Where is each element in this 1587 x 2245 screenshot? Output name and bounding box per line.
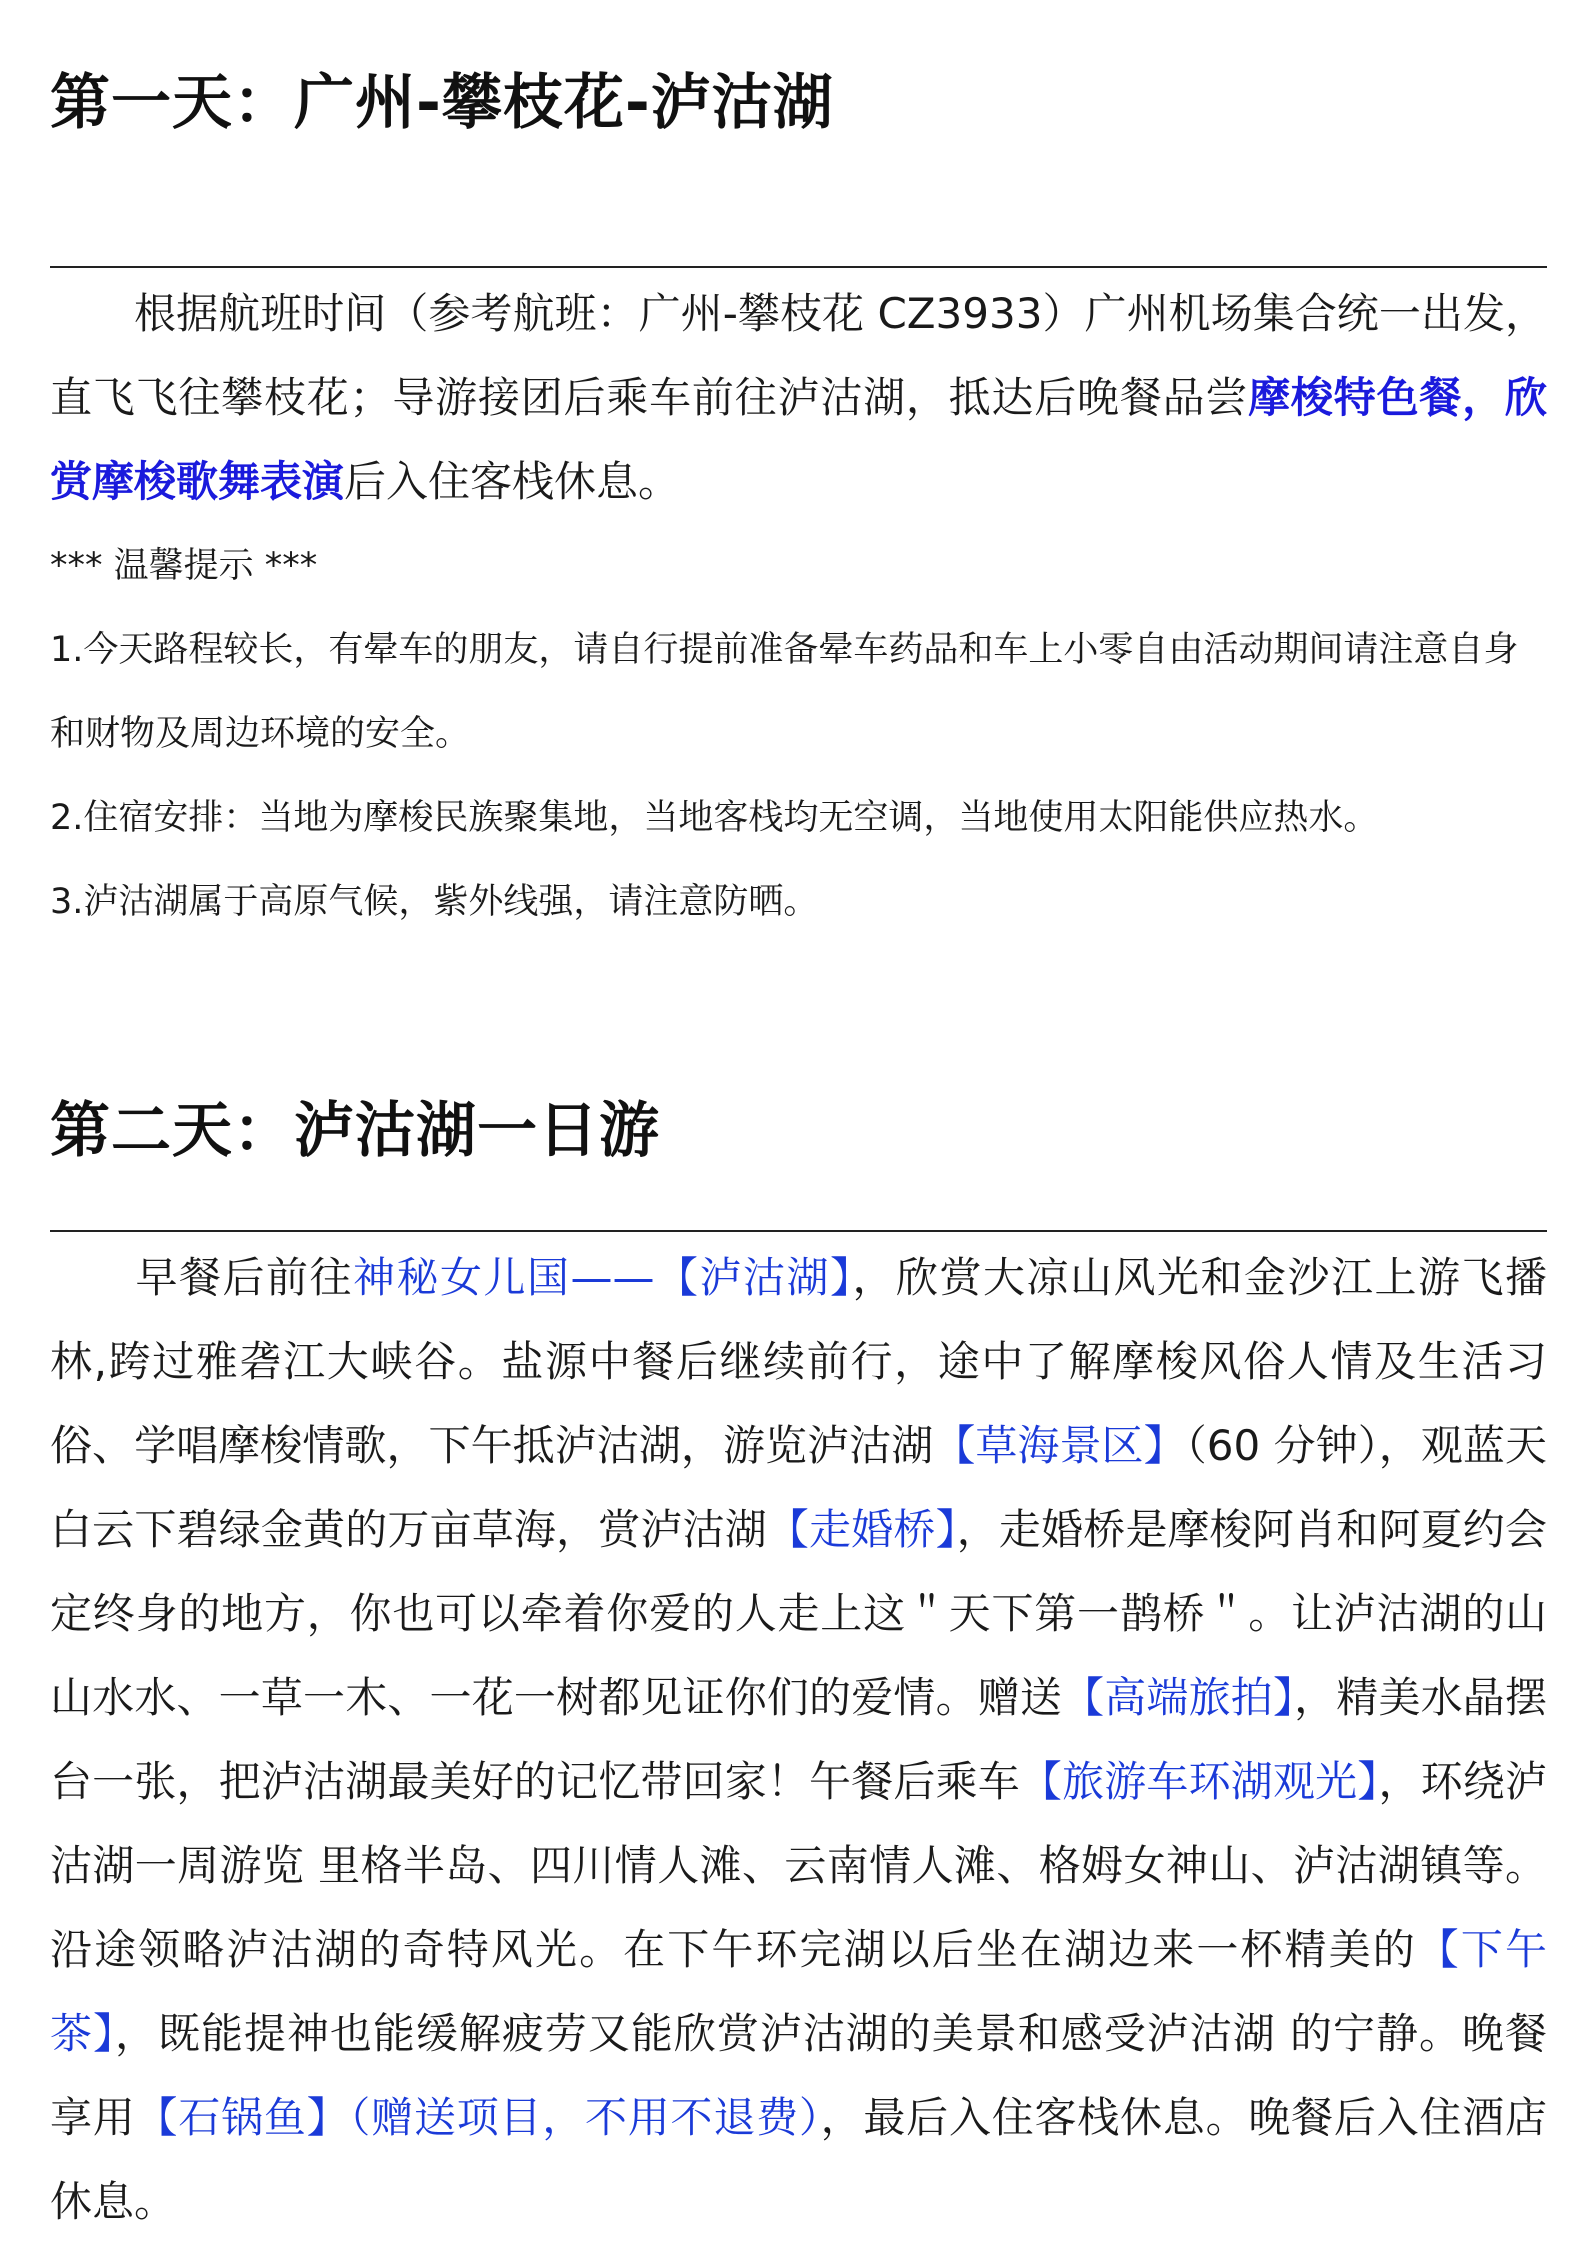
- day2-description: [50, 1236, 1547, 2244]
- day1-title: 第一天：广州-攀枝花-泸沽湖: [50, 68, 834, 138]
- highlight-lugu-lake: 神秘女儿国——【泸沽湖】: [353, 1253, 853, 1302]
- tip-2: 2.住宿安排：当地为摩梭民族聚集地，当地客栈均无空调，当地使用太阳能供应热水。: [50, 798, 1379, 838]
- tips-block: [50, 524, 1547, 944]
- day2-text-3: （60 分钟），观蓝天白云下碧绿金黄的万亩草海，赏泸沽湖: [50, 1421, 1547, 1554]
- day1-description: [50, 272, 1547, 524]
- day2-title: 第二天：泸沽湖一日游: [50, 1096, 660, 1166]
- day2-divider: [50, 1230, 1547, 1232]
- day2-text-7: ，既能提神也能缓解疲劳又能欣赏泸沽湖的美景和感受泸沽湖 的宁静。晚餐享用: [50, 2009, 1547, 2142]
- day2-text-5: ，精美水晶摆台一张，把泸沽湖最美好的记忆带回家！午餐后乘车: [50, 1673, 1547, 1806]
- highlight-afternoon-tea: 【下午茶】: [50, 1925, 1547, 2058]
- day1-text-b: 后入住客栈休息。: [344, 457, 681, 506]
- tip-1: 1.今天路程较长，有晕车的朋友，请自行提前准备晕车药品和车上小零自由活动期间请注意自身和财物及周边环境的安全。: [50, 630, 1519, 754]
- highlight-lake-tour: 【旅游车环湖观光】: [1019, 1757, 1379, 1806]
- highlight-stone-pot-fish: 【石锅鱼】（赠送项目，不用不退费）: [135, 2093, 821, 2142]
- day2-text-8: ，最后入住客栈休息。晚餐后入住酒店休息。: [50, 2093, 1547, 2226]
- day2-text-1: 早餐后前往: [134, 1253, 353, 1302]
- day1-text-a: 根据航班时间（参考航班：广州-攀枝花 CZ3933）广州机场集合统一出发，直飞飞往攀枝花；导游接团后乘车前往泸沽湖，抵达后晚餐品尝: [50, 289, 1547, 422]
- day1-divider: [50, 266, 1547, 268]
- highlight-grass-sea: 【草海景区】: [933, 1421, 1186, 1470]
- day1-highlight: 摩梭特色餐，欣赏摩梭歌舞表演: [50, 373, 1547, 506]
- day2-text-6: ，环绕泸沽湖一周游览 里格半岛、四川情人滩、云南情人滩、格姆女神山、泸沽湖镇等。沿途领略泸沽湖的奇特风光。在下午环完湖以后坐在湖边来一杯精美的: [50, 1757, 1547, 1974]
- tips-heading: *** 温馨提示 ***: [50, 546, 318, 586]
- highlight-photo-shoot: 【高端旅拍】: [1062, 1673, 1295, 1722]
- tip-3: 3.泸沽湖属于高原气候，紫外线强，请注意防晒。: [50, 882, 819, 922]
- day2-text-4: ，走婚桥是摩梭阿肖和阿夏约会定终身的地方，你也可以牵着你爱的人走上这＂天下第一鹊桥＂。让泸沽湖的山山水水、一草一木、一花一树都见证你们的爱情。赠送: [50, 1505, 1547, 1722]
- day2-text-2: ，欣赏大凉山风光和金沙江上游飞播林,跨过雅砻江大峡谷。盐源中餐后继续前行，途中了解摩梭风俗人情及生活习俗、学唱摩梭情歌，下午抵泸沽湖，游览泸沽湖: [50, 1253, 1547, 1470]
- highlight-walking-bridge: 【走婚桥】: [766, 1505, 957, 1554]
